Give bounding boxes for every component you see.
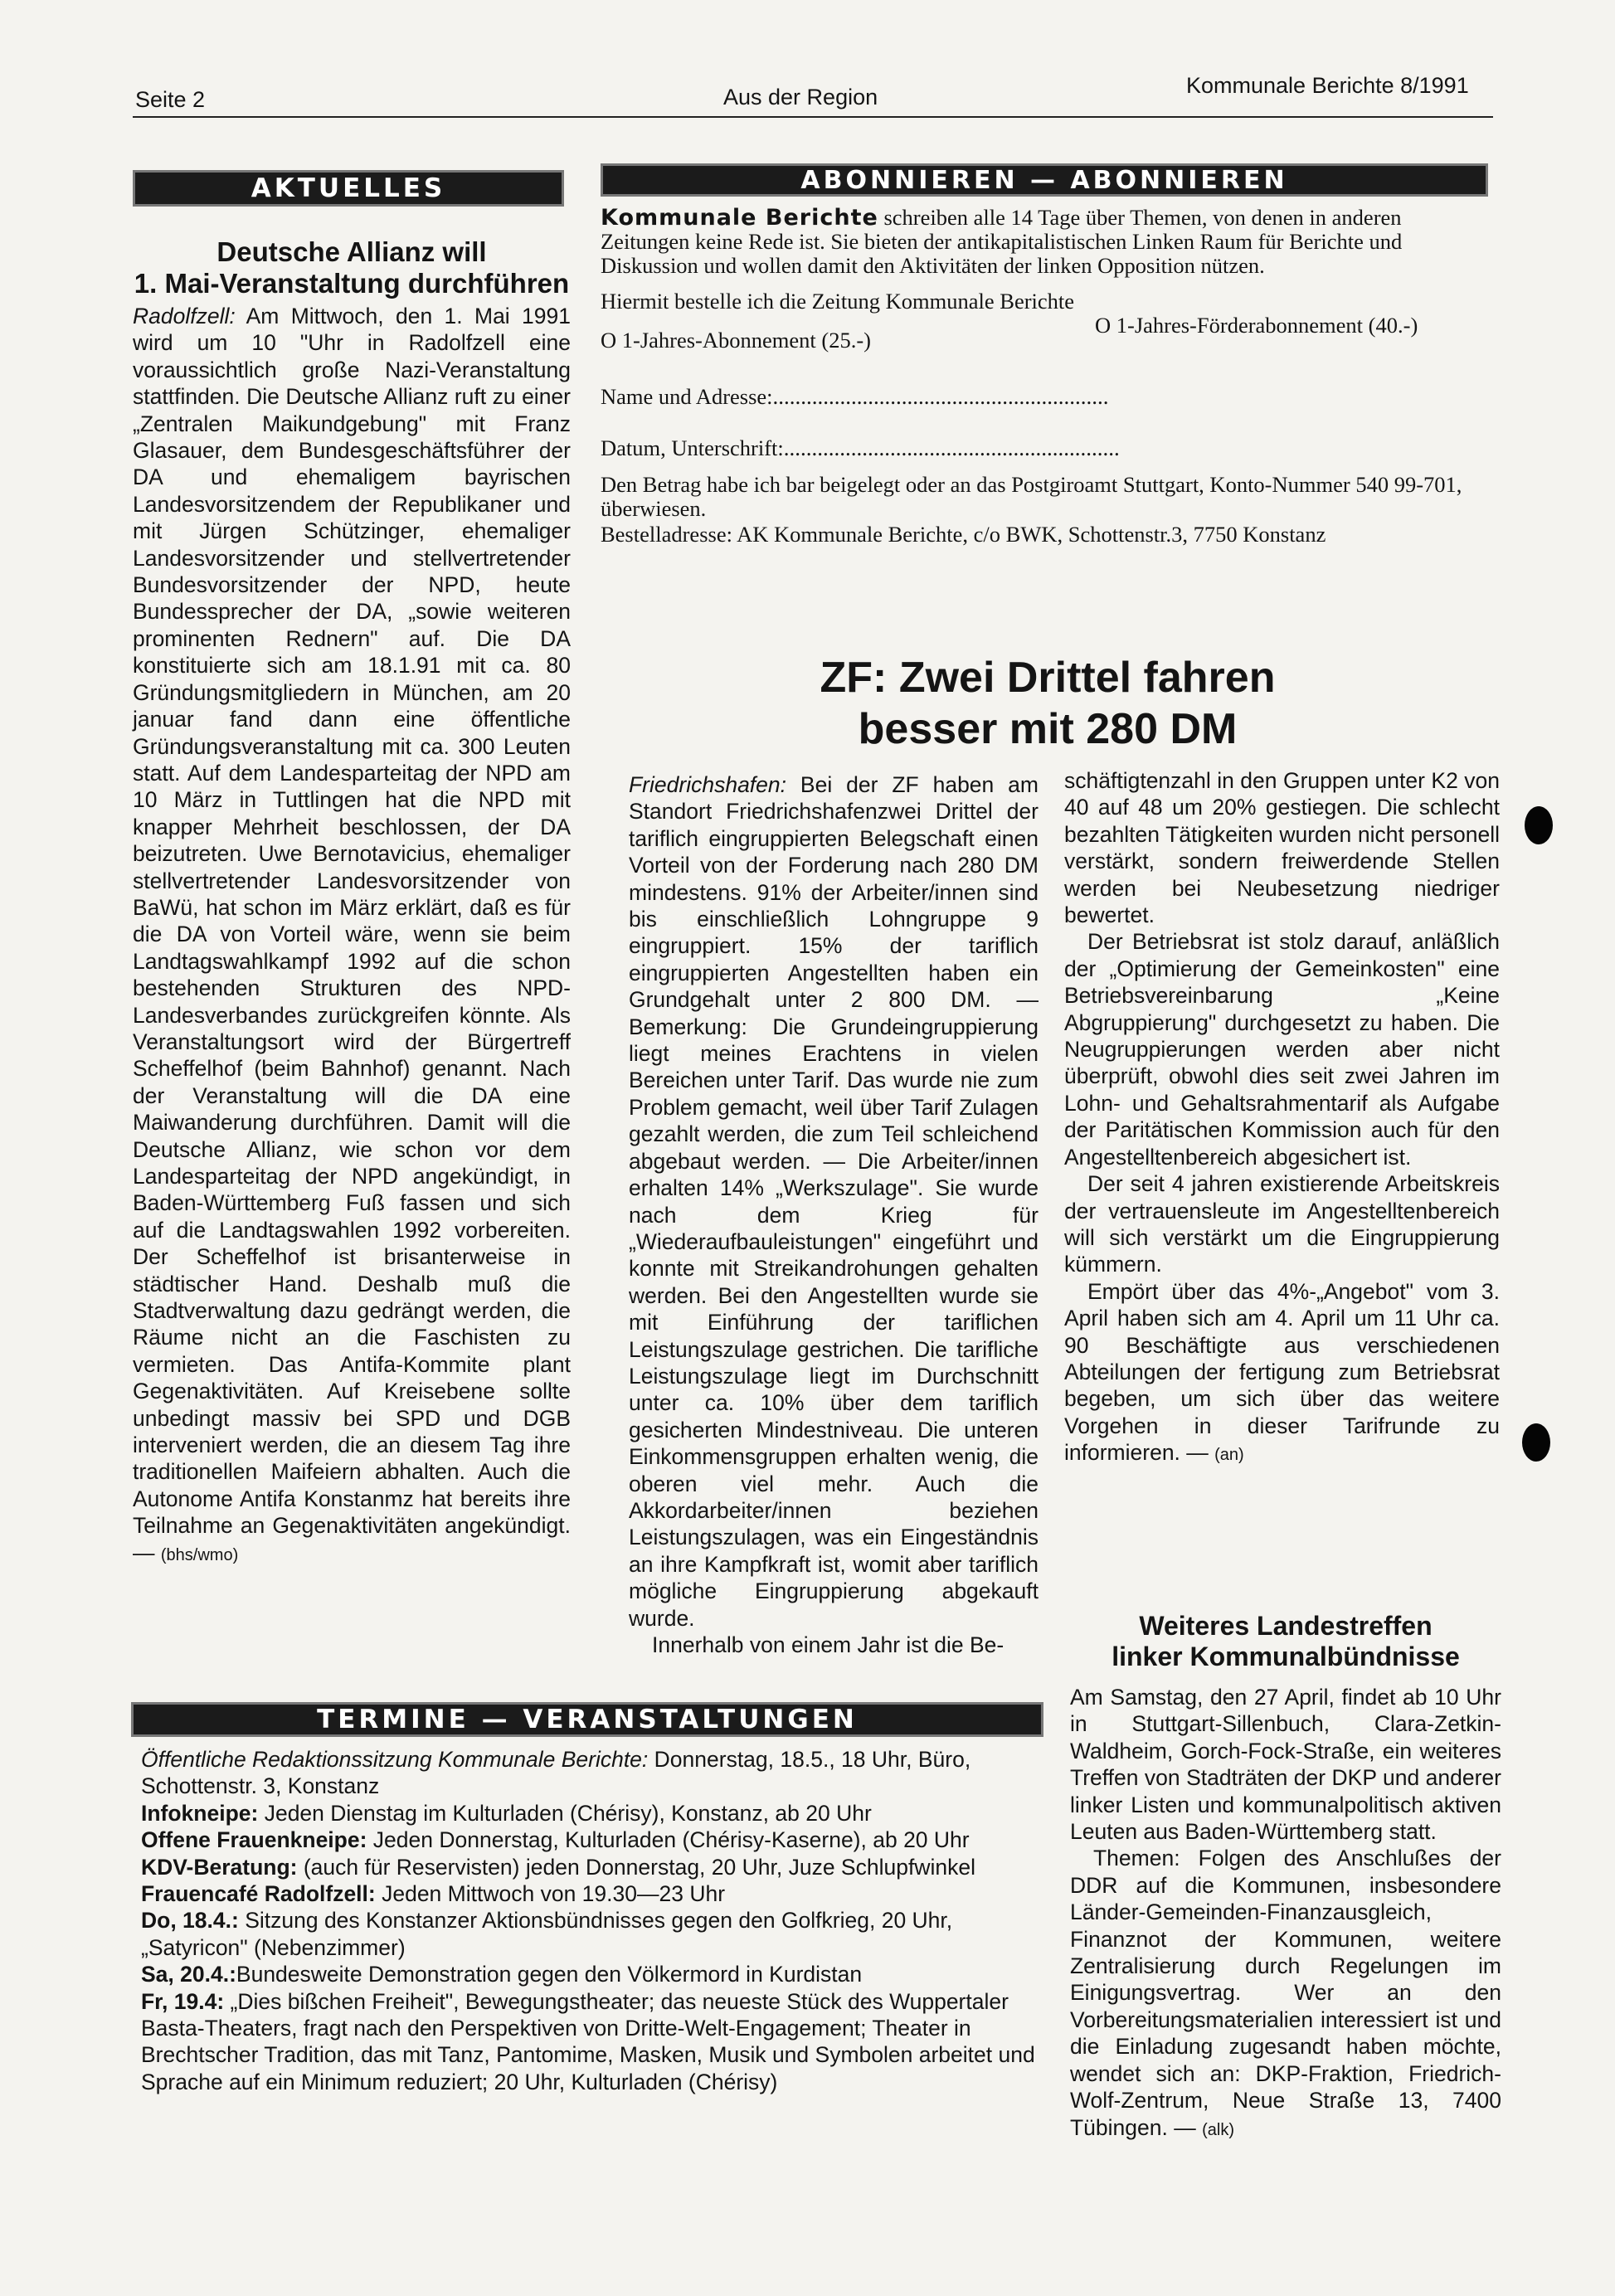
zf-col2-p2: Der Betriebsrat ist stolz darauf, anläßlich der „Optimierung der Gemeinkosten" eine Betriebsvereinbarung „Keine Abgruppierung" durchgesetzt zu haben. Die Neugruppierungen werden aber nicht überprüft, obwohl dies seit zwei Jahren im Lohn- und Gehaltsrahmentarif als Aufgabe der Paritätischen Kommission auch für den Angestelltenbereich abgesichert ist.: [1064, 929, 1500, 1170]
termine-item-label: Infokneipe:: [141, 1800, 259, 1826]
landestreffen-p1: Am Samstag, den 27 April, findet ab 10 Uhr in Stuttgart-Sillenbuch, Clara-Zetkin-Waldheim, Gorch-Fock-Straße, ein weiteres Treffen von Stadträten der DKP und anderer linker Listen und kommunalpolitisch aktiven Leuten aus Baden-Württemberg statt.: [1070, 1685, 1501, 1845]
landestreffen-author: (alk): [1202, 2120, 1234, 2139]
date-signature-field[interactable]: [601, 435, 1495, 461]
zf-column-1: [629, 771, 1039, 1658]
abonnieren-banner: ABONNIEREN — ABONNIEREN: [601, 163, 1488, 197]
termine-item: [141, 1880, 1043, 1907]
zf-col2-p3: Der seit 4 jahren existierende Arbeitskreis der vertrauensleute im Angestelltenbereich will sich verstärkt um die Eingruppierung kümmern.: [1064, 1171, 1500, 1277]
aktuelles-body: Am Mittwoch, den 1. Mai 1991 wird um 10 "Uhr in Radolfzell eine voraussichtlich große Nazi-Veranstaltung stattfinden. Die Deutsche Allianz ruft zu einer „Zentralen Maikundgebung" mit Franz Glasauer, dem Bundesgeschäftsführer der DA und ehemaligem bayrischen Landesvorsitzendem der Republikaner und mit Jürgen Schützinger, ehemaliger Landesvorsitzender und stellvertretender Bundesvorsitzender der NPD, heute Bundessprecher der DA, „sowie weiteren prominenten Rednern" auf. Die DA konstituierte sich am 18.1.91 mit ca. 80 Gründungsmitgliedern in München, am 20 januar fand dann eine öffentliche Gründungsveranstaltung mit ca. 300 Leuten statt. Auf dem Landesparteitag der NPD am 10 März in Tuttlingen hat die NPD mit knapper Mehrheit beschlossen, der DA beizutreten. Uwe Bernotavicius, ehemaliger stellvertretender Landesvorsitzender von BaWü, hat schon im März erklärt, daß es für die DA von Vorteil wäre, wenn sie beim Landtagswahlkampf 1992 auf die schon bestehenden Strukturen des NPD-Landesverbandes zurückgreifen könnte. Als Veranstaltungsort wird der Bürgertreff Scheffelhof (beim Bahnhof) genannt. Nach der Veranstaltung will die DA eine Maiwanderung durchführen. Damit will die Deutsche Allianz, wie schon vor dem Landesparteitag der NPD angekündigt, in Baden-Württemberg Fuß fassen und sich auf die Landtagswahlen 1992 vorbereiten. Der Scheffelhof ist brisanterweise in städtischer Hand. Deshalb muß die Stadtverwaltung dazu gedrängt werden, die Räume nicht an die Faschisten zu vermieten. Das Antifa-Kommite plant Gegenaktivitäten. Auf Kreisebene sollte unbedingt massiv bei SPD und DGB interveniert werden, die an diesem Tag ihre traditionellen Maifeiern abhalten. Auch die Autonome Antifa Konstanmz hat bereits ihre Teilnahme an Gegenaktivitäten angekündigt. —: [133, 304, 571, 1565]
aktuelles-article: [133, 236, 571, 1569]
aktuelles-headline-line2: 1. Mai-Veranstaltung durchführen: [134, 268, 570, 299]
termine-item-label: KDV-Beratung:: [141, 1854, 298, 1880]
abonnieren-payment: Den Betrag habe ich bar beigelegt oder an das Postgiroamt Stuttgart, Konto-Nummer 540 99-701, überwiesen.: [601, 472, 1462, 521]
termine-item: [141, 1907, 1043, 1961]
termine-item-text: Jeden Donnerstag, Kulturladen (Chérisy-Kaserne), ab 20 Uhr: [367, 1827, 970, 1853]
termine-item-label: Do, 18.4.:: [141, 1908, 239, 1934]
zf-dateline: Friedrichshafen:: [629, 772, 787, 797]
abonnieren-brand: Kommunale Berichte: [601, 205, 878, 231]
issue-title: Kommunale Berichte 8/1991: [1186, 73, 1469, 98]
termine-item: [141, 1827, 1043, 1853]
aktuelles-headline-line1: Deutsche Allianz will: [216, 236, 487, 267]
termine-item-label: Öffentliche Redaktionssitzung Kommunale Berichte:: [141, 1747, 649, 1772]
zf-col2-p1: schäftigtenzahl in den Gruppen unter K2 von 40 auf 48 um 20% gestiegen. Die schlecht bezahlten Tätigkeiten wurden nicht personell verstärkt, sondern freiwerdende Stellen werden bei Neubesetzung niedriger bewertet.: [1064, 768, 1500, 928]
zf-col1-last: Innerhalb von einem Jahr ist die Be-: [652, 1632, 1005, 1657]
page-number: Seite 2: [135, 87, 206, 112]
header-rule: [133, 116, 1493, 118]
termine-banner: TERMINE — VERANSTALTUNGEN: [131, 1702, 1043, 1737]
zf-headline: [601, 652, 1495, 755]
zf-headline-line2: besser mit 280 DM: [858, 705, 1238, 753]
aktuelles-headline: [133, 236, 571, 299]
zf-column-2: [1064, 767, 1500, 1469]
landestreffen-headline-line2: linker Kommunalbündnisse: [1112, 1642, 1460, 1671]
abonnieren-order-line: Hiermit bestelle ich die Zeitung Kommunale Berichte: [601, 289, 1075, 314]
termine-item-text: „Dies bißchen Freiheit", Bewegungstheater; das neueste Stück des Wuppertaler Basta-Theaters, fragt nach den Perspektiven von Dritte-Welt-Engagement; Theater in Brechtscher Tradition, das mit Tanz, Pantomime, Masken, Musik und Symbolen arbeitet und Sprache auf ein Minimum reduziert; 20 Uhr, Kulturladen (Chérisy): [141, 1988, 1035, 2094]
termine-item-label: Fr, 19.4:: [141, 1988, 225, 2014]
punch-hole: [1525, 806, 1553, 844]
section-title: Aus der Region: [723, 85, 878, 109]
date-signature-label: Datum, Unterschrift:: [601, 435, 784, 460]
termine-item: [141, 1961, 1043, 1987]
date-signature-line: ............................................................: [783, 435, 1120, 460]
termine-item: [141, 1988, 1043, 2096]
termine-item-text: (auch für Reservisten) jeden Donnerstag, 20 Uhr, Juze Schlupfwinkel: [297, 1854, 975, 1880]
abonnement-option[interactable]: O 1-Jahres-Abonnement (25.-): [601, 328, 871, 353]
abonnieren-intro: schreiben alle 14 Tage über Themen, von denen in anderen Zeitungen keine Rede ist. Sie bieten der antikapitalistischen Linken Raum für Berichte und Diskussion und wollen damit den Aktivitäten der linken Opposition nützen.: [601, 205, 1403, 278]
termine-list: [141, 1746, 1043, 2095]
termine-item-text: Donnerstag, 18.5., 18 Uhr, Büro, Schottenstr. 3, Konstanz: [141, 1747, 971, 1799]
name-address-label: Name und Adresse:: [601, 384, 773, 409]
landestreffen-headline: [1070, 1611, 1501, 1672]
termine-item-label: Offene Frauenkneipe:: [141, 1827, 367, 1853]
termine-item-label: Frauencafé Radolfzell:: [141, 1881, 376, 1907]
termine-item-label: Sa, 20.4.:: [141, 1962, 236, 1987]
aktuelles-author: (bhs/wmo): [160, 1545, 239, 1564]
foerderabonnement-option[interactable]: O 1-Jahres-Förderabonnement (40.-): [1095, 313, 1418, 338]
punch-hole: [1522, 1423, 1550, 1462]
name-address-line: ............................................................: [772, 384, 1109, 409]
abonnieren-address: Bestelladresse: AK Kommunale Berichte, c/o BWK, Schottenstr.3, 7750 Konstanz: [601, 522, 1326, 547]
name-address-field[interactable]: [601, 383, 1495, 410]
termine-item-text: Bundesweite Demonstration gegen den Völkermord in Kurdistan: [236, 1962, 863, 1987]
termine-item-text: Jeden Mittwoch von 19.30—23 Uhr: [375, 1881, 726, 1907]
termine-item-text: Jeden Dienstag im Kulturladen (Chérisy), Konstanz, ab 20 Uhr: [258, 1800, 872, 1826]
aktuelles-banner: AKTUELLES: [133, 170, 564, 207]
zf-col2-p4: Empört über das 4%-„Angebot" vom 3. April haben sich am 4. April um 11 Uhr ca. 90 Beschäftigte aus verschiedenen Abteilungen der fertigung zum Betriebsrat begeben, um sich über das weitere Vorgehen in dieser Tarifrunde zu informieren. —: [1064, 1278, 1500, 1466]
termine-item-text: Sitzung des Konstanzer Aktionsbündnisses gegen den Golfkrieg, 20 Uhr, „Satyricon" (Nebenzimmer): [141, 1908, 953, 1960]
abonnieren-box: [601, 206, 1495, 547]
termine-item: [141, 1800, 1043, 1827]
termine-item: [141, 1854, 1043, 1880]
termine-item: [141, 1746, 1043, 1800]
zf-body: Bei der ZF haben am Standort Friedrichshafenzwei Drittel der tariflich eingruppierten Belegschaft einen Vorteil von der Forderung nach 280 DM mindestens. 91% der Arbeiter/innen sind bis einschließlich Lohngruppe 9 eingruppiert. 15% der tariflich eingruppierten Angestellten haben ein Grundgehalt unter 2 800 DM. — Bemerkung: Die Grundeingruppierung liegt meines Erachtens in vielen Bereichen unter Tarif. Das wurde nie zum Problem gemacht, weil über Tarif Zulagen gezahlt werden, die zum Teil schleichend abgebaut werden. — Die Arbeiter/innen erhalten 14% „Werkszulage". Sie wurde nach dem Krieg für „Wiederaufbauleistungen" eingeführt und konnte mit Streikandrohungen gehalten werden. Bei den Angestellten wurde sie mit Einführung der tariflichen Leistungszulage gestrichen. Die tarifliche Leistungszulage liegt im Durchschnitt unter ca. 10% über dem tariflich gesicherten Mindestniveau. Die unteren Einkommensgruppen erhalten wenig, die oberen viel mehr. Auch die Akkordarbeiter/innen beziehen Leistungszulagen, was ein Eingeständnis an ihre Kampfkraft ist, womit aber tariflich mögliche Eingruppierung abgekauft wurde.: [629, 772, 1039, 1631]
aktuelles-dateline: Radolfzell:: [133, 304, 236, 328]
landestreffen-p2: Themen: Folgen des Anschlußes der DDR auf die Kommunen, insbesondere Länder-Gemeinden-Finanzausgleich, Finanznot der Kommunen, weitere Zentralisierung durch Regelungen im Einigungsvertrag. Wer an den Vorbereitungsmaterialien interessiert ist und die Einladung zugesandt haben möchte, wendet sich an: DKP-Fraktion, Friedrich-Wolf-Zentrum, Neue Straße 13, 7400 Tübingen. —: [1070, 1846, 1501, 2140]
zf-headline-line1: ZF: Zwei Drittel fahren: [820, 654, 1276, 702]
zf-author: (an): [1214, 1446, 1244, 1465]
landestreffen-headline-line1: Weiteres Landestreffen: [1139, 1611, 1433, 1641]
landestreffen-article: [1070, 1684, 1501, 2143]
